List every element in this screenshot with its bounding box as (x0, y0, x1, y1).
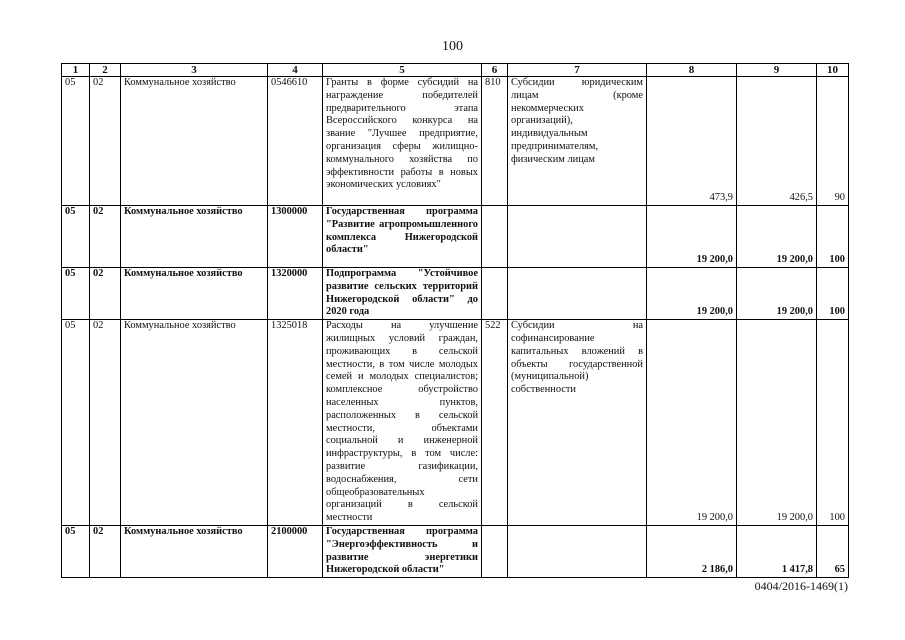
vr-cell (482, 525, 508, 577)
name-cell: Коммунальное хозяйство (121, 268, 268, 320)
header-row (62, 64, 849, 77)
percent-cell: 90 (817, 77, 849, 206)
sum-actual-cell: 19 200,0 (737, 268, 817, 320)
name-cell: Коммунальное хозяйство (121, 320, 268, 526)
code-cell: 1320000 (268, 268, 323, 320)
document-code: 0404/2016-1469(1) (754, 579, 848, 593)
purpose-cell: Гранты в форме субсидий на награждение победителей предварительного этапа Всероссийского конкурса на звание "Лучшее предприятие, организация сферы жилищно-коммунального хозяйства по эффективности работы в новых экономических условиях" (323, 77, 482, 206)
vr-cell: 522 (482, 320, 508, 526)
subsection-cell: 02 (90, 77, 121, 206)
sum-planned-cell: 19 200,0 (647, 320, 737, 526)
vr-cell (482, 206, 508, 268)
sum-planned-cell: 19 200,0 (647, 268, 737, 320)
code-cell: 2100000 (268, 525, 323, 577)
vr-cell: 810 (482, 77, 508, 206)
purpose-cell: Расходы на улучшение жилищных условий граждан, проживающих в сельской местности, в том числе молодых семей и молодых специалистов; комплексное обустройство населенных пунктов, расположенных в сельской местности, объектами социальной и инженерной инфраструктуры, в том числе: развитие газификации, водоснабжения, сети общеобразовательных организаций в сельской местности (323, 320, 482, 526)
percent-cell: 100 (817, 320, 849, 526)
percent-cell: 100 (817, 268, 849, 320)
vr-cell (482, 268, 508, 320)
section-cell: 05 (62, 206, 90, 268)
vr-name-cell (508, 268, 647, 320)
sum-actual-cell: 426,5 (737, 77, 817, 206)
subsection-cell: 02 (90, 206, 121, 268)
table-row (62, 77, 849, 206)
purpose-cell: Государственная программа "Развитие агропромышленного комплекса Нижегородской области" (323, 206, 482, 268)
header-cell: 2 (90, 64, 121, 77)
table-row (62, 320, 849, 526)
page-number: 100 (442, 39, 463, 54)
subsection-cell: 02 (90, 525, 121, 577)
sum-planned-cell: 19 200,0 (647, 206, 737, 268)
header-cell: 6 (482, 64, 508, 77)
header-cell: 7 (508, 64, 647, 77)
code-cell: 1325018 (268, 320, 323, 526)
table-row (62, 525, 849, 577)
name-cell: Коммунальное хозяйство (121, 77, 268, 206)
vr-name-cell (508, 206, 647, 268)
header-cell: 5 (323, 64, 482, 77)
sum-planned-cell: 473,9 (647, 77, 737, 206)
header-cell: 1 (62, 64, 90, 77)
purpose-cell: Государственная программа "Энергоэффективность и развитие энергетики Нижегородской области" (323, 525, 482, 577)
name-cell: Коммунальное хозяйство (121, 525, 268, 577)
vr-name-cell (508, 525, 647, 577)
sum-planned-cell: 2 186,0 (647, 525, 737, 577)
subsection-cell: 02 (90, 268, 121, 320)
section-cell: 05 (62, 525, 90, 577)
percent-cell: 100 (817, 206, 849, 268)
table-row (62, 268, 849, 320)
header-cell: 4 (268, 64, 323, 77)
table-row (62, 206, 849, 268)
sum-actual-cell: 1 417,8 (737, 525, 817, 577)
section-cell: 05 (62, 268, 90, 320)
purpose-cell: Подпрограмма "Устойчивое развитие сельских территорий Нижегородской области" до 2020 года (323, 268, 482, 320)
sum-actual-cell: 19 200,0 (737, 206, 817, 268)
header-cell: 3 (121, 64, 268, 77)
vr-name-cell: Субсидии юридическим лицам (кроме некоммерческих организаций), индивидуальным предпринимателям, физическим лицам (508, 77, 647, 206)
section-cell: 05 (62, 77, 90, 206)
header-cell: 8 (647, 64, 737, 77)
budget-table (61, 63, 849, 578)
header-cell: 10 (817, 64, 849, 77)
sum-actual-cell: 19 200,0 (737, 320, 817, 526)
code-cell: 1300000 (268, 206, 323, 268)
vr-name-cell: Субсидии на софинансирование капитальных вложений в объекты государственной (муниципальной) собственности (508, 320, 647, 526)
name-cell: Коммунальное хозяйство (121, 206, 268, 268)
header-cell: 9 (737, 64, 817, 77)
subsection-cell: 02 (90, 320, 121, 526)
section-cell: 05 (62, 320, 90, 526)
code-cell: 0546610 (268, 77, 323, 206)
percent-cell: 65 (817, 525, 849, 577)
